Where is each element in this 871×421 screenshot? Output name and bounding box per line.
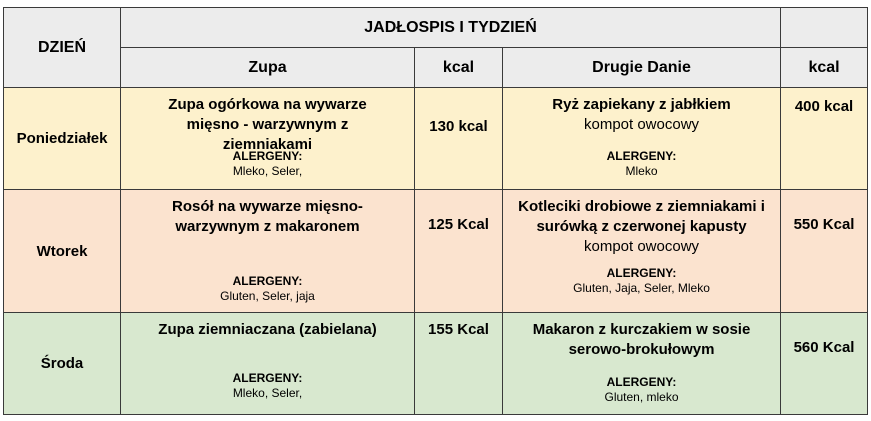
soup-kcal: 130 kcal (415, 88, 503, 190)
soup-cell (121, 88, 415, 190)
main-course-cell (503, 313, 781, 415)
day-name: Wtorek (4, 190, 121, 313)
day-column-header: DZIEŃ (4, 8, 121, 88)
main-course-cell (503, 88, 781, 190)
main-kcal: 560 Kcal (781, 313, 868, 415)
allergen-list: Gluten, Seler, jaja (220, 289, 315, 303)
allergen-list: Gluten, Jaja, Seler, Mleko (573, 281, 710, 295)
main-course-column-header: Drugie Danie (503, 48, 781, 88)
main-allergens (503, 266, 780, 296)
allergen-label: ALERGENY: (606, 266, 677, 280)
weekly-menu-table (3, 7, 868, 415)
allergen-label: ALERGENY: (606, 375, 677, 389)
main-course-name: Makaron z kurczakiem w sosie serowo-brokułowym (532, 321, 751, 358)
menu-title: JADŁOSPIS I TYDZIEŃ (121, 8, 781, 48)
allergen-label: ALERGENY: (232, 274, 303, 288)
main-course-name: Ryż zapiekany z jabłkiem (552, 96, 731, 113)
main-kcal-column-header: kcal (781, 48, 868, 88)
day-name: Poniedziałek (4, 88, 121, 190)
main-course-cell (503, 190, 781, 313)
menu-row-tuesday (4, 190, 868, 313)
soup-kcal: 155 Kcal (415, 313, 503, 415)
main-allergens (503, 149, 780, 179)
main-course-name: Kotleciki drobiowe z ziemniakami i surówką z czerwonej kapusty (518, 198, 765, 235)
allergen-label: ALERGENY: (232, 149, 303, 163)
soup-name: Zupa ogórkowa na wywarze mięsno - warzywnym z ziemniakami (168, 96, 367, 153)
soup-column-header: Zupa (121, 48, 415, 88)
header-empty-cell (781, 8, 868, 48)
allergen-label: ALERGENY: (606, 149, 677, 163)
soup-allergens (121, 371, 414, 401)
main-kcal: 550 Kcal (781, 190, 868, 313)
menu-row-monday (4, 88, 868, 190)
soup-kcal: 125 Kcal (415, 190, 503, 313)
day-name: Środa (4, 313, 121, 415)
main-allergens (503, 375, 780, 405)
allergen-label: ALERGENY: (232, 371, 303, 385)
menu-row-wednesday (4, 313, 868, 415)
soup-allergens (121, 149, 414, 179)
soup-allergens (121, 274, 414, 304)
soup-kcal-column-header: kcal (415, 48, 503, 88)
allergen-list: Mleko, Seler, (232, 386, 303, 400)
soup-cell (121, 190, 415, 313)
soup-name: Zupa ziemniaczana (zabielana) (158, 321, 377, 338)
soup-cell (121, 313, 415, 415)
allergen-list: Mleko, Seler, (232, 164, 303, 178)
allergen-list: Mleko (625, 164, 658, 178)
allergen-list: Gluten, mleko (604, 390, 679, 404)
main-course-extra: kompot owocowy (583, 238, 700, 255)
main-kcal: 400 kcal (781, 88, 868, 190)
soup-name: Rosół na wywarze mięsno-warzywnym z makaronem (172, 198, 363, 235)
main-course-extra: kompot owocowy (583, 116, 700, 133)
